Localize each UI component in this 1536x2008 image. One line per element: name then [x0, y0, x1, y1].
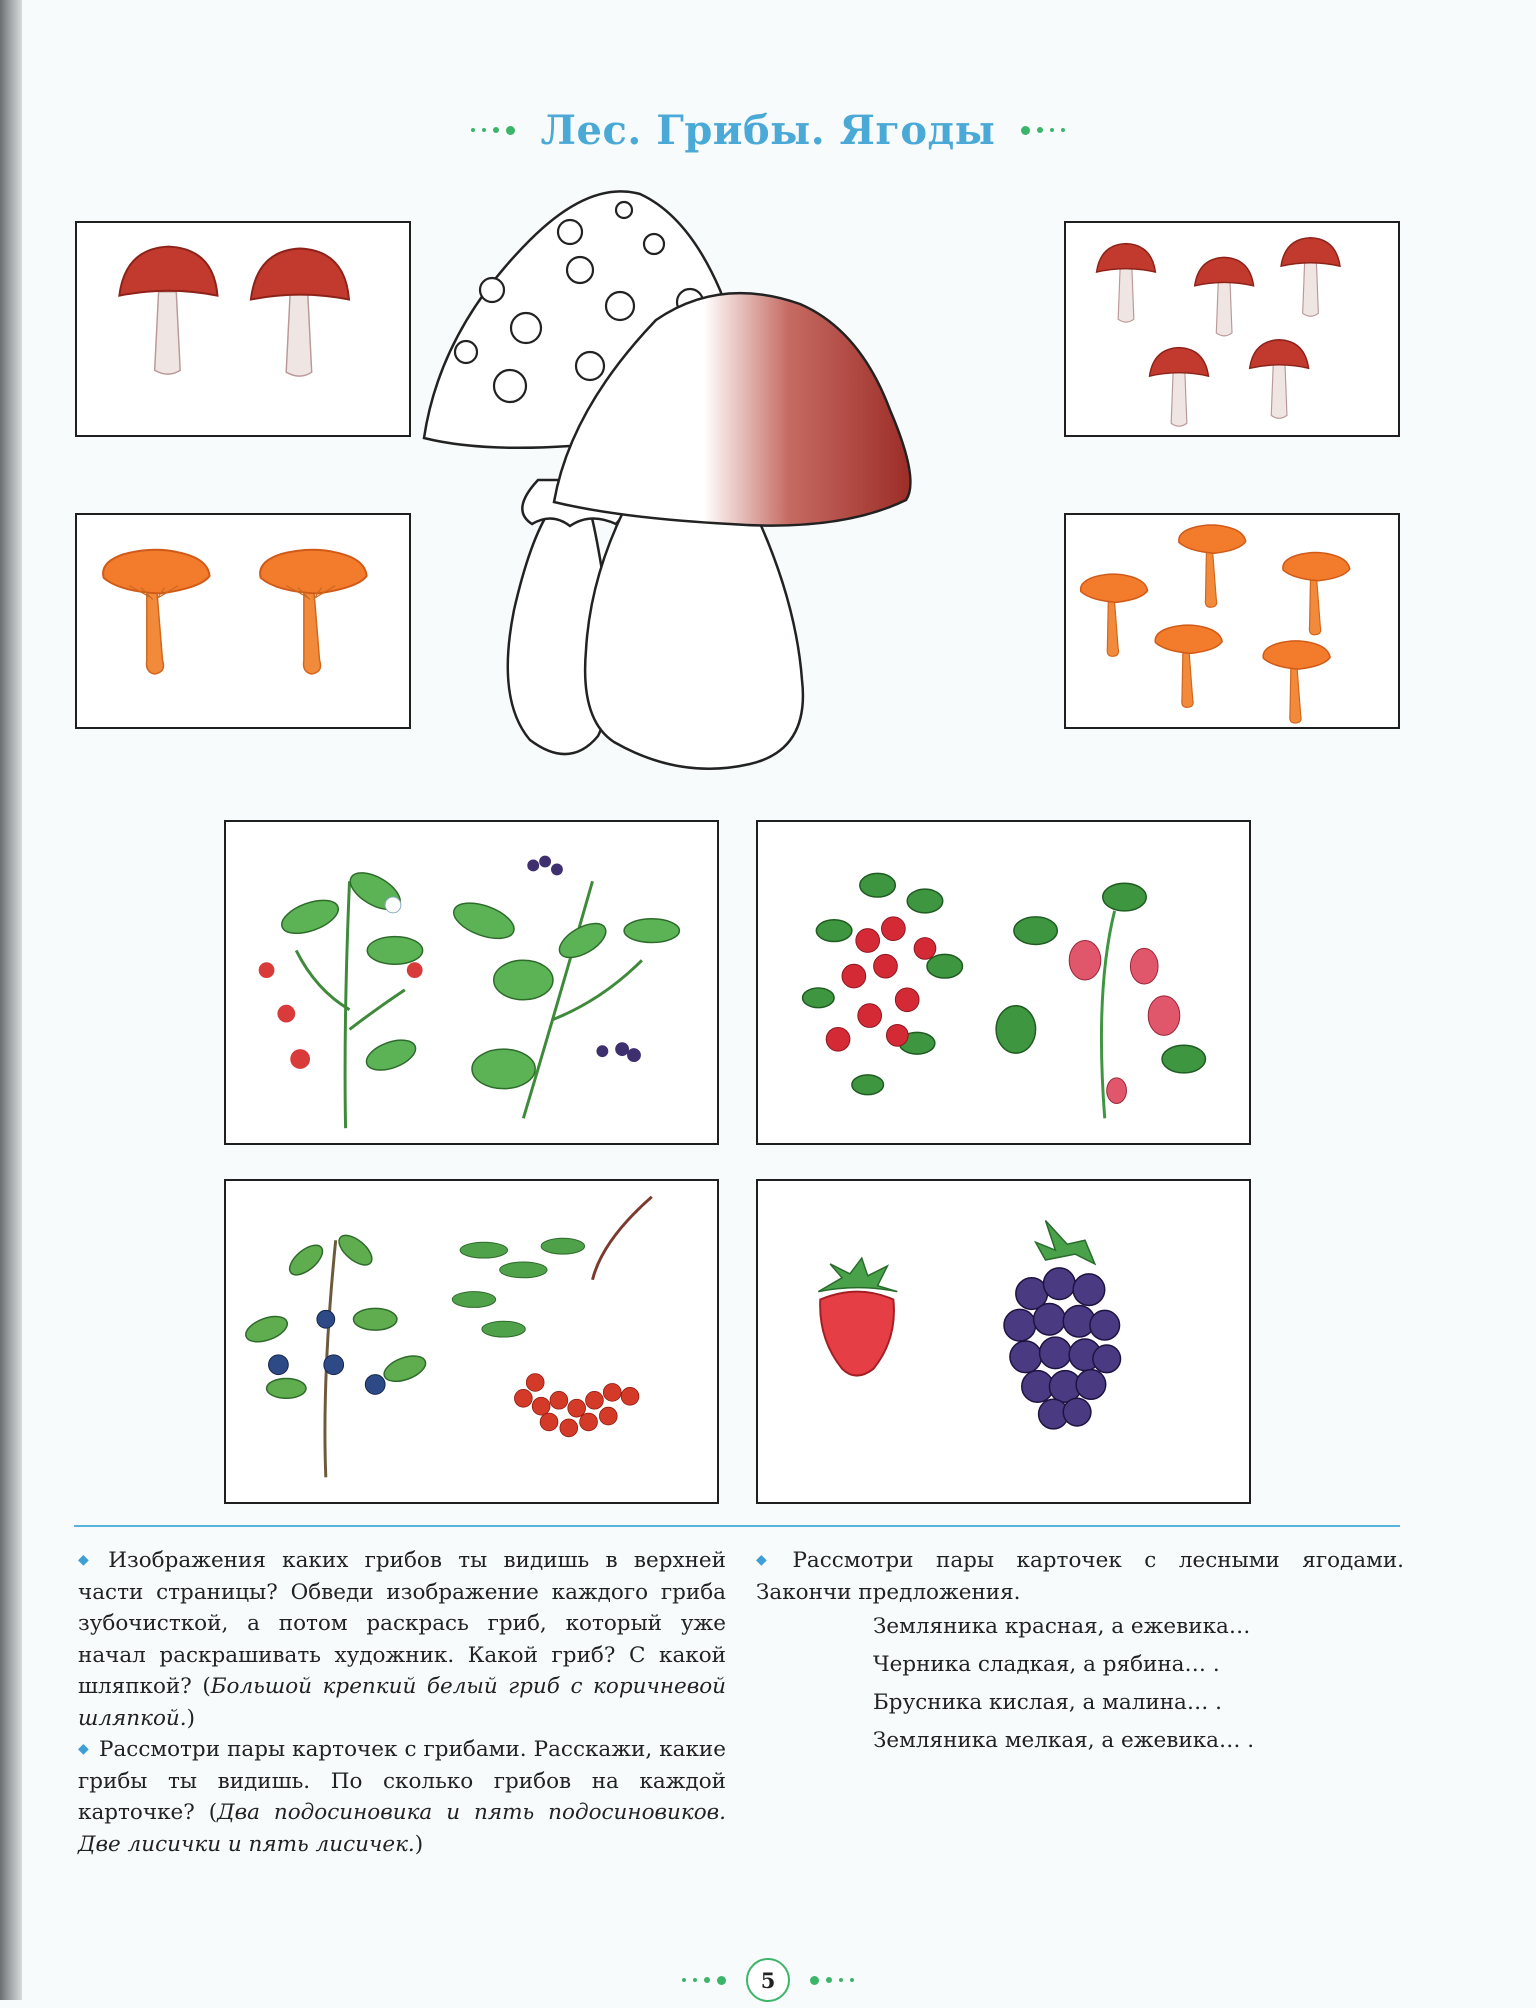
task2-tail: ) [414, 1831, 424, 1857]
sentence-item: Земляника красная, а ежевика… [873, 1614, 1251, 1639]
divider-line [74, 1525, 1400, 1527]
card-two-boletus [75, 221, 411, 437]
chanterelle-five-illustration [1066, 515, 1398, 727]
boletus-pair-illustration [77, 223, 409, 435]
card-lingonberry-raspberry [756, 820, 1251, 1145]
book-spine-shadow [0, 0, 22, 2000]
sentence-item: Земляника мелкая, а ежевика… . [873, 1728, 1255, 1753]
task2-answer: Два подосиновика и пять подосиновиков. Две лисички и пять лисичек. [78, 1800, 726, 1857]
task-mushroom-cards [78, 1734, 726, 1860]
diamond-bullet-icon: ◆ [78, 1552, 99, 1568]
card-blueberry-rowan [224, 1179, 719, 1504]
task2-text: Рассмотри пары карточек с грибами. Расскажи, какие грибы ты видишь. По сколько грибов на каждой карточке? ( [78, 1737, 726, 1825]
strawberry-and-blackberry-fruits [758, 1181, 1249, 1502]
right-text-column [756, 1545, 1404, 1608]
footer-dots-left [682, 1976, 726, 1985]
task-berry-cards [756, 1545, 1404, 1608]
task1-answer: Большой крепкий белый гриб с коричневой шляпкой. [78, 1674, 727, 1731]
page-title: Лес. Грибы. Ягоды [540, 106, 996, 154]
fly-agaric-and-porcini-drawing [420, 180, 1060, 780]
card-strawberry-blackberry [224, 820, 719, 1145]
card-five-chanterelles [1064, 513, 1400, 729]
sentence-list [873, 1608, 1254, 1760]
central-mushroom-drawing [420, 180, 1060, 780]
boletus-five-illustration [1066, 223, 1398, 435]
card-two-chanterelles [75, 513, 411, 729]
task-mushrooms-outline [78, 1545, 726, 1734]
sentence-item: Брусника кислая, а малина… . [873, 1690, 1223, 1715]
chanterelle-pair-illustration [77, 515, 409, 727]
card-strawberry-blackberry-fruit [756, 1179, 1251, 1504]
left-text-column [78, 1545, 726, 1860]
diamond-bullet-icon: ◆ [78, 1741, 89, 1757]
diamond-bullet-icon: ◆ [756, 1552, 783, 1568]
blueberry-and-rowan-plants [226, 1181, 717, 1502]
wild-strawberry-and-blackberry-plants [226, 822, 717, 1143]
title-dots-right [1021, 126, 1065, 135]
sentence-item: Черника сладкая, а рябина… . [873, 1652, 1220, 1677]
berry-task-text: Рассмотри пары карточек с лесными ягодами. Закончи предложения. [756, 1548, 1404, 1605]
card-five-boletus [1064, 221, 1400, 437]
title-dots-left [471, 126, 515, 135]
page-number: 5 [746, 1958, 790, 2002]
footer-dots-right [810, 1976, 854, 1985]
task1-text: Изображения каких грибов ты видишь в верхней части страницы? Обведи изображение каждого гриба зубочисткой, а потом раскрась гриб, который уже начал раскрашивать художник. Какой гриб? С какой шляпкой? ( [78, 1548, 726, 1699]
task1-tail: ) [186, 1705, 195, 1731]
lingonberry-and-raspberry-plants [758, 822, 1249, 1143]
title-row [0, 100, 1536, 160]
